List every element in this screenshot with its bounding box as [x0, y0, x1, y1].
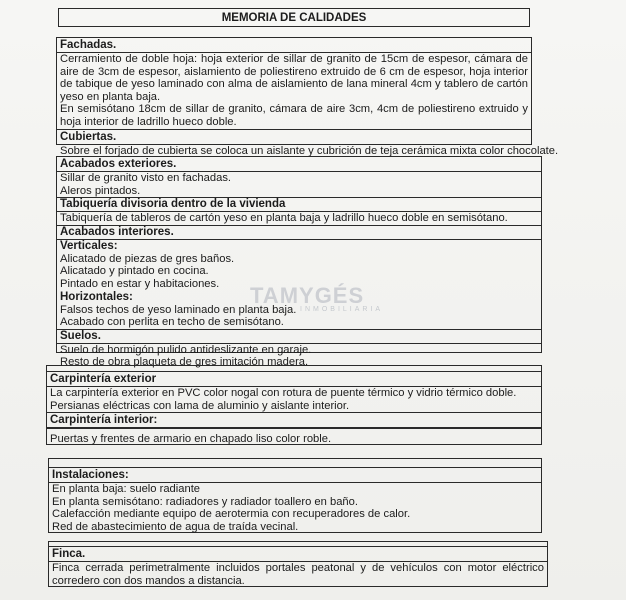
carpinteria-interior-text: Puertas y frentes de armario en chapado liso color roble.: [47, 428, 541, 446]
fachadas-heading: Fachadas.: [57, 38, 531, 53]
verticales-heading: Verticales:: [60, 239, 118, 252]
suelos-heading: Suelos.: [57, 329, 541, 344]
carpinteria-exterior-line-1: La carpintería exterior en PVC color nogal con rotura de puente térmico y vidrio térmico doble.: [50, 387, 517, 399]
section-finca: [48, 541, 548, 587]
section-instalaciones: [48, 458, 542, 533]
suelos-line-2: Resto de obra plaqueta de gres imitación madera.: [60, 356, 309, 369]
horizontales-line-2: Acabado con perlita en techo de semisótano.: [60, 316, 284, 329]
finca-text: Finca cerrada perimetralmente incluidos portales peatonal y de vehículos con motor eléctrico corredero con dos mandos a distancia.: [52, 562, 544, 587]
watermark-sub: INMOBILIARIA: [300, 306, 384, 313]
tabiqueria-text: Tabiquería de tableros de cartón yeso en planta baja y ladrillo hueco doble en semisótano.: [60, 212, 508, 225]
cubiertas-heading: Cubiertas.: [57, 129, 531, 145]
acabados-interiores-heading: Acabados interiores.: [57, 225, 541, 240]
section-fachadas: [56, 37, 559, 157]
acabados-exteriores-heading: Acabados exteriores.: [60, 158, 177, 170]
section-acabados: [56, 156, 542, 369]
verticales-line-2: Alicatado y pintado en cocina.: [60, 265, 209, 278]
suelos-line-1: Suelo de hormigón pulido antideslizante en garaje.: [60, 343, 312, 356]
section-carpinteria: [46, 365, 542, 445]
cubiertas-text: Sobre el forjado de cubierta se coloca un aislante y cubrición de teja cerámica mixta color chocolate.: [60, 144, 559, 157]
tabiqueria-heading: Tabiquería divisoria dentro de la vivienda: [57, 197, 541, 212]
instalaciones-line-4: Red de abastecimiento de agua de traída vecinal.: [52, 520, 299, 533]
instalaciones-line-3: Calefacción mediante equipo de aerotermia con recuperadores de calor.: [52, 508, 411, 521]
carpinteria-exterior-line-2: Persianas eléctricas con lama de aluminio y aislante interior.: [50, 399, 350, 412]
horizontales-line-1: Falsos techos de yeso laminado en planta baja.: [60, 303, 297, 316]
acabados-exteriores-line-2: Aleros pintados.: [60, 184, 141, 197]
watermark-brand: TAMYGÉS: [250, 283, 365, 308]
finca-heading: Finca.: [49, 546, 547, 562]
instalaciones-line-2: En planta semisótano: radiadores y radiador toallero en baño.: [52, 495, 358, 508]
instalaciones-line-1: En planta baja: suelo radiante: [52, 483, 201, 495]
acabados-exteriores-line-1: Sillar de granito visto en fachadas.: [57, 171, 541, 185]
carpinteria-exterior-heading: Carpintería exterior: [47, 371, 541, 387]
carpinteria-interior-heading: Carpintería interior:: [47, 412, 541, 428]
verticales-line-1: Alicatado de piezas de gres baños.: [60, 252, 235, 265]
horizontales-heading: Horizontales:: [60, 290, 133, 303]
fachadas-text-2: En semisótano 18cm de sillar de granito, cámara de aire 3cm, 4cm de poliestireno extruido y hoja interior de ladrillo hueco doble.: [60, 103, 528, 128]
instalaciones-heading: Instalaciones:: [49, 467, 541, 483]
document-title: MEMORIA DE CALIDADES: [58, 8, 530, 27]
verticales-line-3: Pintado en estar y habitaciones.: [60, 277, 220, 290]
fachadas-text-1: Cerramiento de doble hoja: hoja exterior de sillar de granito de 15cm de espesor, cámara de aire de 3cm de espesor, aislamiento de poliestireno extruido de 6 cm de espesor, hoja interior de tabique de yeso laminado con alma de aislamiento de lana mineral 4cm y tablero de cartón yeso en planta baja.: [60, 53, 528, 103]
